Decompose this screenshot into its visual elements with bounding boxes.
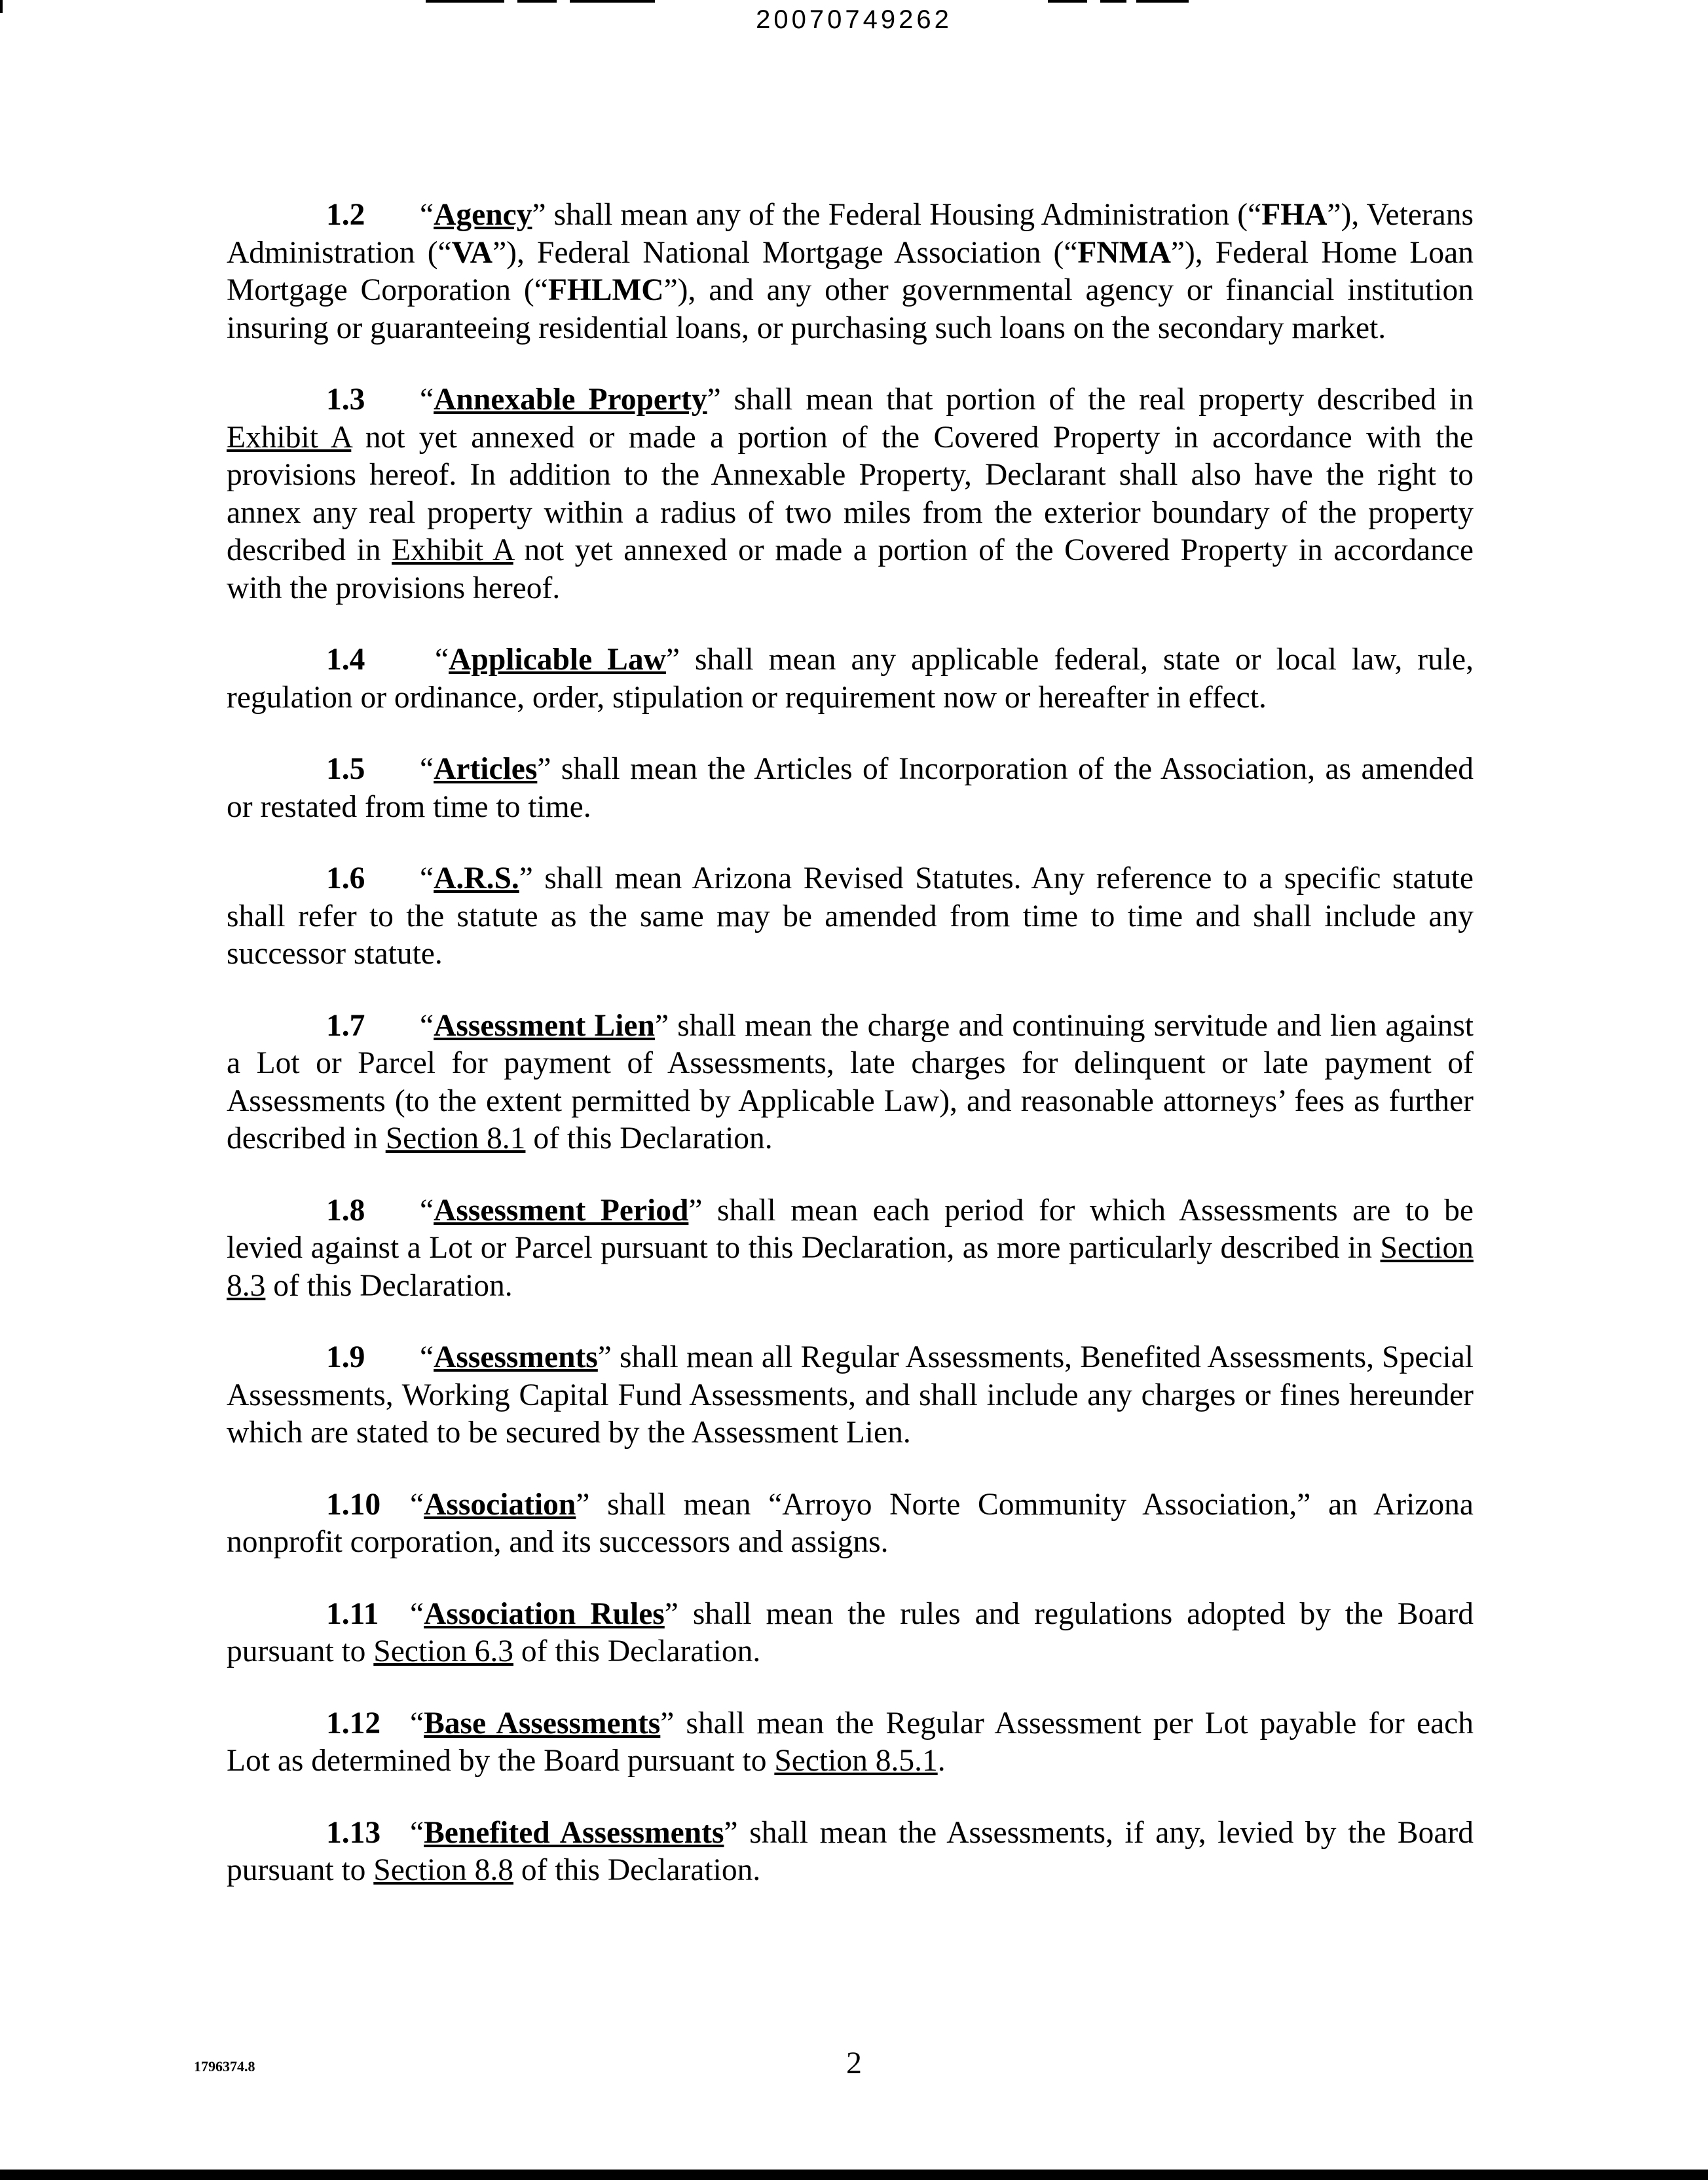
definition-text: ”), Veterans Administration (“ xyxy=(227,198,1474,270)
definition-text: ” shall mean the rules and regulations adopted by the Board pursuant to xyxy=(227,1596,1474,1668)
definition-text: of this Declaration. xyxy=(513,1853,761,1887)
definition-text: of this Declaration. xyxy=(525,1121,773,1156)
section-number: 1.12 xyxy=(326,1706,381,1740)
definition-text: . xyxy=(937,1744,946,1778)
definition-text: ” shall mean the Assessments, if any, levied by the Board pursuant to xyxy=(227,1815,1474,1887)
defined-term: Benefited Assessments xyxy=(424,1815,724,1850)
recording-number: 20070749262 xyxy=(756,5,952,34)
definition-text: ” shall mean each period for which Assessments are to be levied against a Lot or Parcel pursuant to this Declaration, as more particularly described in xyxy=(227,1193,1474,1265)
definition-paragraph xyxy=(227,1339,1474,1452)
definition-paragraph xyxy=(227,381,1474,607)
defined-term: Annexable Property xyxy=(434,383,707,417)
definition-text: ” shall mean any of the Federal Housing Administration (“ xyxy=(532,198,1262,232)
definitions-body xyxy=(227,197,1474,1924)
definition-text: ”), Federal Home Loan Mortgage Corporation (“ xyxy=(227,235,1474,307)
defined-term: Articles xyxy=(434,752,538,786)
definition-text: ” shall mean all Regular Assessments, Benefited Assessments, Special Assessments, Working Capital Fund Assessments, and shall include any charges or fines hereunder which are stated to be secured by the Assessment Lien. xyxy=(227,1340,1474,1450)
definition-text: ” shall mean “Arroyo Norte Community Association,” an Arizona nonprofit corporation, and its successors and assigns. xyxy=(227,1487,1474,1559)
section-number: 1.9 xyxy=(326,1340,365,1374)
section-number: 1.8 xyxy=(326,1193,365,1228)
definition-text: “ xyxy=(410,1706,424,1740)
section-number: 1.11 xyxy=(326,1596,379,1631)
definition-text: ” shall mean the Regular Assessment per Lot payable for each Lot as determined by the Board pursuant to xyxy=(227,1706,1474,1778)
definition-text: “ xyxy=(410,1487,424,1522)
page-number: 2 xyxy=(846,2046,862,2080)
abbreviation: FNMA xyxy=(1077,235,1171,270)
definition-text: ” shall mean any applicable federal, state or local law, rule, regulation or ordinance, order, stipulation or requirement now or hereafter in effect. xyxy=(227,643,1474,715)
cross-reference: Section 8.5.1 xyxy=(774,1744,938,1778)
definition-text: ”), and any other governmental agency or financial institution insuring or guaranteeing residential loans, or purchasing such loans on the secondary market. xyxy=(227,273,1474,345)
definition-paragraph xyxy=(227,751,1474,826)
definition-text: “ xyxy=(420,1008,434,1043)
definition-text: “ xyxy=(410,1815,424,1850)
defined-term: Assessment Lien xyxy=(434,1008,655,1043)
defined-term: Assessment Period xyxy=(434,1193,689,1228)
definition-text: ”), Federal National Mortgage Association (“ xyxy=(492,235,1078,270)
definition-text: ” shall mean the charge and continuing servitude and lien against a Lot or Parcel for payment of Assessments, late charges for delinquent or late payment of Assessments (to the extent permitted by Applicable Law), and reasonable attorneys’ fees as further described in xyxy=(227,1008,1474,1156)
definition-text: “ xyxy=(420,643,449,677)
defined-term: Assessments xyxy=(434,1340,598,1374)
defined-term: Agency xyxy=(434,198,532,232)
definition-paragraph xyxy=(227,1486,1474,1562)
section-number: 1.2 xyxy=(326,198,365,232)
definition-text: ” shall mean the Articles of Incorporation of the Association, as amended or restated from time to time. xyxy=(227,752,1474,824)
abbreviation: FHLMC xyxy=(548,273,664,307)
section-number: 1.5 xyxy=(326,752,365,786)
cross-reference: Exhibit A xyxy=(392,533,513,567)
defined-term: Association Rules xyxy=(424,1596,665,1631)
abbreviation: FHA xyxy=(1261,198,1327,232)
definition-paragraph xyxy=(227,197,1474,347)
cross-reference: Section 8.1 xyxy=(385,1121,526,1156)
cross-reference: Exhibit A xyxy=(227,420,352,455)
section-number: 1.7 xyxy=(326,1008,365,1043)
definition-paragraph xyxy=(227,1007,1474,1158)
section-number: 1.4 xyxy=(326,643,365,677)
definition-text: ” shall mean that portion of the real property described in xyxy=(707,383,1474,417)
definition-text: “ xyxy=(420,198,434,232)
section-number: 1.6 xyxy=(326,861,365,895)
definition-text: of this Declaration. xyxy=(265,1268,513,1303)
defined-term: Association xyxy=(424,1487,576,1522)
definition-text: “ xyxy=(420,1193,434,1228)
definition-text: “ xyxy=(420,752,434,786)
abbreviation: VA xyxy=(451,235,493,270)
definition-text: “ xyxy=(420,383,434,417)
defined-term: Base Assessments xyxy=(424,1706,661,1740)
scan-bottom-border xyxy=(0,2170,1708,2180)
section-number: 1.10 xyxy=(326,1487,381,1522)
cross-reference: Section 8.8 xyxy=(373,1853,514,1887)
definition-paragraph xyxy=(227,1705,1474,1780)
definition-text: not yet annexed or made a portion of the Covered Property in accordance with the provisions hereof. xyxy=(227,533,1474,605)
definition-text: “ xyxy=(420,1340,434,1374)
definition-text: of this Declaration. xyxy=(513,1634,761,1668)
definition-text: not yet annexed or made a portion of the Covered Property in accordance with the provisions hereof. In addition to the Annexable Property, Declarant shall also have the right to annex any real property within a radius of two miles from the exterior boundary of the property described in xyxy=(227,420,1474,567)
definition-paragraph xyxy=(227,1192,1474,1306)
cross-reference: Section 8.3 xyxy=(227,1231,1474,1303)
section-number: 1.3 xyxy=(326,383,365,417)
definition-paragraph xyxy=(227,641,1474,717)
section-number: 1.13 xyxy=(326,1815,381,1850)
definition-paragraph xyxy=(227,860,1474,973)
definition-text: “ xyxy=(410,1596,424,1631)
definition-text: “ xyxy=(420,861,434,895)
definition-text: ” shall mean Arizona Revised Statutes. Any reference to a specific statute shall refer to the statute as the same may be amended from time to time and shall include any successor statute. xyxy=(227,861,1474,971)
defined-term: A.R.S. xyxy=(434,861,519,895)
defined-term: Applicable Law xyxy=(449,643,666,677)
definition-paragraph xyxy=(227,1596,1474,1671)
document-id: 1796374.8 xyxy=(194,2058,255,2075)
cross-reference: Section 6.3 xyxy=(373,1634,514,1668)
definition-paragraph xyxy=(227,1814,1474,1890)
